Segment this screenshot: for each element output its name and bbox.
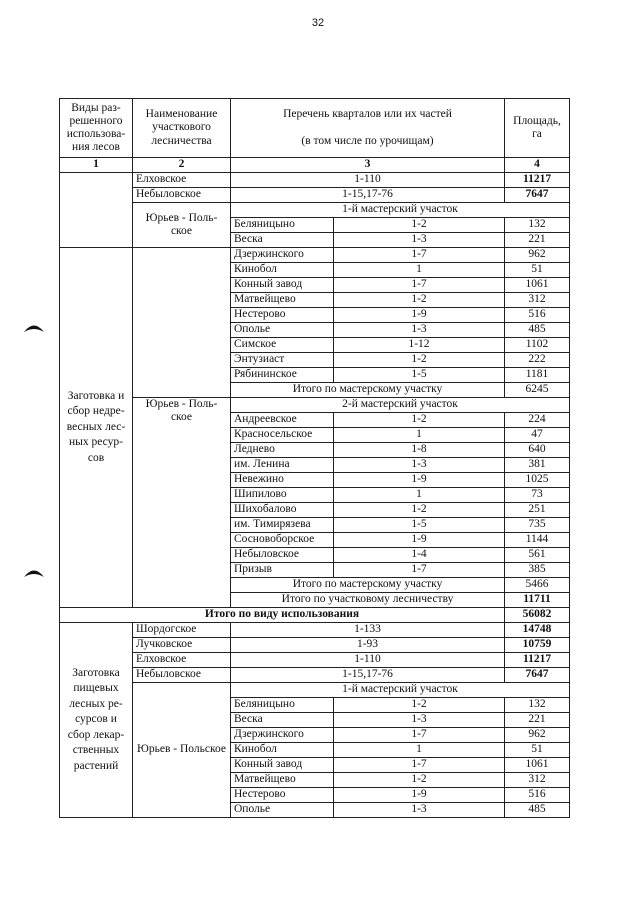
usage-total-row: [60, 608, 570, 623]
locality-name: Шихобалово: [231, 503, 334, 518]
locality-name: Нестерово: [231, 308, 334, 323]
quarters-range: 1-2: [334, 413, 505, 428]
quarters-range: 1-93: [231, 638, 505, 653]
header-area: Площадь, га: [505, 99, 570, 158]
locality-name: Рябининское: [231, 368, 334, 383]
locality-name: Красносельское: [231, 428, 334, 443]
area-value: 221: [505, 233, 570, 248]
locality-name: Матвейщево: [231, 293, 334, 308]
quarters-range: 1-9: [334, 473, 505, 488]
master-title-row: [60, 398, 570, 413]
locality-name: Шипилово: [231, 488, 334, 503]
quarters-range: 1: [334, 428, 505, 443]
quarters-range: 1-9: [334, 533, 505, 548]
locality-name: Беляницыно: [231, 698, 334, 713]
binding-hole-mark: [22, 566, 46, 578]
area-value: 312: [505, 773, 570, 788]
page-number: 32: [311, 17, 325, 29]
header-quarters-line2: (в том числе по урочищам): [301, 135, 434, 147]
usage-total-value: 56082: [505, 608, 570, 623]
quarters-range: 1-7: [334, 758, 505, 773]
quarters-range: 1-9: [334, 308, 505, 323]
locality-name: Матвейщево: [231, 773, 334, 788]
quarters-range: 1-7: [334, 728, 505, 743]
header-forestry: Наименование участкового лесничества: [133, 99, 231, 158]
quarters-range: 1: [334, 743, 505, 758]
locality-name: Ополье: [231, 803, 334, 818]
quarters-range: 1-2: [334, 218, 505, 233]
forestry-cell-empty: [133, 248, 231, 398]
section2-top-row: [60, 623, 570, 638]
subtotal-value: 5466: [505, 578, 570, 593]
area-value: 1061: [505, 758, 570, 773]
header-quarters: [231, 99, 505, 158]
locality-name: Беляницыно: [231, 218, 334, 233]
area-value: 73: [505, 488, 570, 503]
binding-hole-mark: [22, 321, 46, 333]
locality-name: им. Ленина: [231, 458, 334, 473]
quarters-range: 1-133: [231, 623, 505, 638]
forestry-total-label: Итого по участковому лесничеству: [231, 593, 505, 608]
quarters-range: 1-3: [334, 803, 505, 818]
locality-name: Энтузиаст: [231, 353, 334, 368]
area-value: 10759: [505, 638, 570, 653]
quarters-range: 1-2: [334, 698, 505, 713]
area-value: 51: [505, 743, 570, 758]
area-value: 381: [505, 458, 570, 473]
area-value: 7647: [505, 668, 570, 683]
quarters-range: 1-15,17-76: [231, 668, 505, 683]
area-value: 485: [505, 803, 570, 818]
quarters-range: 1-2: [334, 293, 505, 308]
forestry-name: Лучковское: [133, 638, 231, 653]
forestry-total-value: 11711: [505, 593, 570, 608]
master-title-row: [60, 203, 570, 218]
col-number: 2: [133, 158, 231, 173]
subtotal-label: Итого по мастерскому участку: [231, 578, 505, 593]
col-number: 3: [231, 158, 505, 173]
subtotal-value: 6245: [505, 383, 570, 398]
forestry-name: Небыловское: [133, 668, 231, 683]
area-value: 1102: [505, 338, 570, 353]
forestry-name: Юрьев - Польское: [133, 683, 231, 818]
quarters-range: 1-110: [231, 653, 505, 668]
quarters-range: 1-7: [334, 248, 505, 263]
locality-name: Дзержинского: [231, 728, 334, 743]
area-value: 224: [505, 413, 570, 428]
area-value: 962: [505, 728, 570, 743]
usage-total-label: Итого по виду использования: [60, 608, 505, 623]
locality-name: им. Тимирязева: [231, 518, 334, 533]
locality-name: Призыв: [231, 563, 334, 578]
area-value: 1025: [505, 473, 570, 488]
quarters-range: 1-9: [334, 788, 505, 803]
locality-name: Дзержинского: [231, 248, 334, 263]
quarters-range: 1-15,17-76: [231, 188, 505, 203]
area-value: 561: [505, 548, 570, 563]
forestry-name: Елховское: [133, 173, 231, 188]
locality-name: Кинобол: [231, 263, 334, 278]
area-value: 11217: [505, 653, 570, 668]
subtotal-label: Итого по мастерскому участку: [231, 383, 505, 398]
area-value: 962: [505, 248, 570, 263]
quarters-range: 1-3: [334, 233, 505, 248]
locality-name: Сосновоборское: [231, 533, 334, 548]
quarters-range: 1-8: [334, 443, 505, 458]
area-value: 132: [505, 698, 570, 713]
section2-top-row: [60, 668, 570, 683]
area-value: 11217: [505, 173, 570, 188]
area-value: 222: [505, 353, 570, 368]
quarters-range: 1-4: [334, 548, 505, 563]
master-section-title: 1-й мастерский участок: [231, 203, 570, 218]
header-quarters-line1: Перечень кварталов или их частей: [283, 107, 452, 120]
quarters-range: 1-5: [334, 518, 505, 533]
area-value: 640: [505, 443, 570, 458]
forestry-name: Елховское: [133, 653, 231, 668]
area-value: 14748: [505, 623, 570, 638]
locality-name: Ополье: [231, 323, 334, 338]
locality-name: Веска: [231, 713, 334, 728]
column-number-row: [60, 158, 570, 173]
table-header-row: [60, 99, 570, 158]
quarters-range: 1-3: [334, 458, 505, 473]
section2-top-row: [60, 653, 570, 668]
area-value: 47: [505, 428, 570, 443]
quarters-range: 1: [334, 263, 505, 278]
locality-name: Кинобол: [231, 743, 334, 758]
master-section-title: 1-й мастерский участок: [231, 683, 570, 698]
locality-name: Веска: [231, 233, 334, 248]
usage-type-cell: Заготовка пищевых лесных ре-сурсов и сбор лекар-ственных растений: [60, 623, 133, 818]
section2-top-row: [60, 638, 570, 653]
area-value: 1144: [505, 533, 570, 548]
locality-name: Симское: [231, 338, 334, 353]
locality-row: [60, 248, 570, 263]
area-value: 7647: [505, 188, 570, 203]
locality-name: Небыловское: [231, 548, 334, 563]
area-value: 1061: [505, 278, 570, 293]
locality-name: Леднево: [231, 443, 334, 458]
forest-usage-table: [59, 98, 570, 818]
master-section-title: 2-й мастерский участок: [231, 398, 570, 413]
quarters-range: 1-12: [334, 338, 505, 353]
locality-name: Андреевское: [231, 413, 334, 428]
header-usage-type: Виды раз-решенного использова-ния лесов: [60, 99, 133, 158]
section1-top-row: [60, 188, 570, 203]
quarters-range: 1-3: [334, 323, 505, 338]
locality-name: Конный завод: [231, 278, 334, 293]
quarters-range: 1-110: [231, 173, 505, 188]
col-number: 4: [505, 158, 570, 173]
section1-top-row: [60, 173, 570, 188]
forestry-name: Небыловское: [133, 188, 231, 203]
quarters-range: 1-7: [334, 278, 505, 293]
area-value: 312: [505, 293, 570, 308]
forestry-name: Шордогское: [133, 623, 231, 638]
forestry-name: Юрьев - Поль-ское: [133, 203, 231, 248]
locality-name: Нестерово: [231, 788, 334, 803]
area-value: 251: [505, 503, 570, 518]
quarters-range: 1-2: [334, 773, 505, 788]
area-value: 485: [505, 323, 570, 338]
locality-name: Невежино: [231, 473, 334, 488]
col-number: 1: [60, 158, 133, 173]
area-value: 735: [505, 518, 570, 533]
area-value: 516: [505, 308, 570, 323]
quarters-range: 1-3: [334, 713, 505, 728]
area-value: 1181: [505, 368, 570, 383]
area-value: 221: [505, 713, 570, 728]
quarters-range: 1-7: [334, 563, 505, 578]
quarters-range: 1-2: [334, 353, 505, 368]
locality-name: Конный завод: [231, 758, 334, 773]
area-value: 385: [505, 563, 570, 578]
area-value: 132: [505, 218, 570, 233]
area-value: 516: [505, 788, 570, 803]
usage-type-cell-upper: [60, 173, 133, 248]
master-title-row: [60, 683, 570, 698]
forestry-name: Юрьев - Поль-ское: [133, 398, 231, 608]
quarters-range: 1: [334, 488, 505, 503]
area-value: 51: [505, 263, 570, 278]
quarters-range: 1-2: [334, 503, 505, 518]
usage-type-cell: Заготовка и сбор недре-весных лес-ных ресур-сов: [60, 248, 133, 608]
quarters-range: 1-5: [334, 368, 505, 383]
